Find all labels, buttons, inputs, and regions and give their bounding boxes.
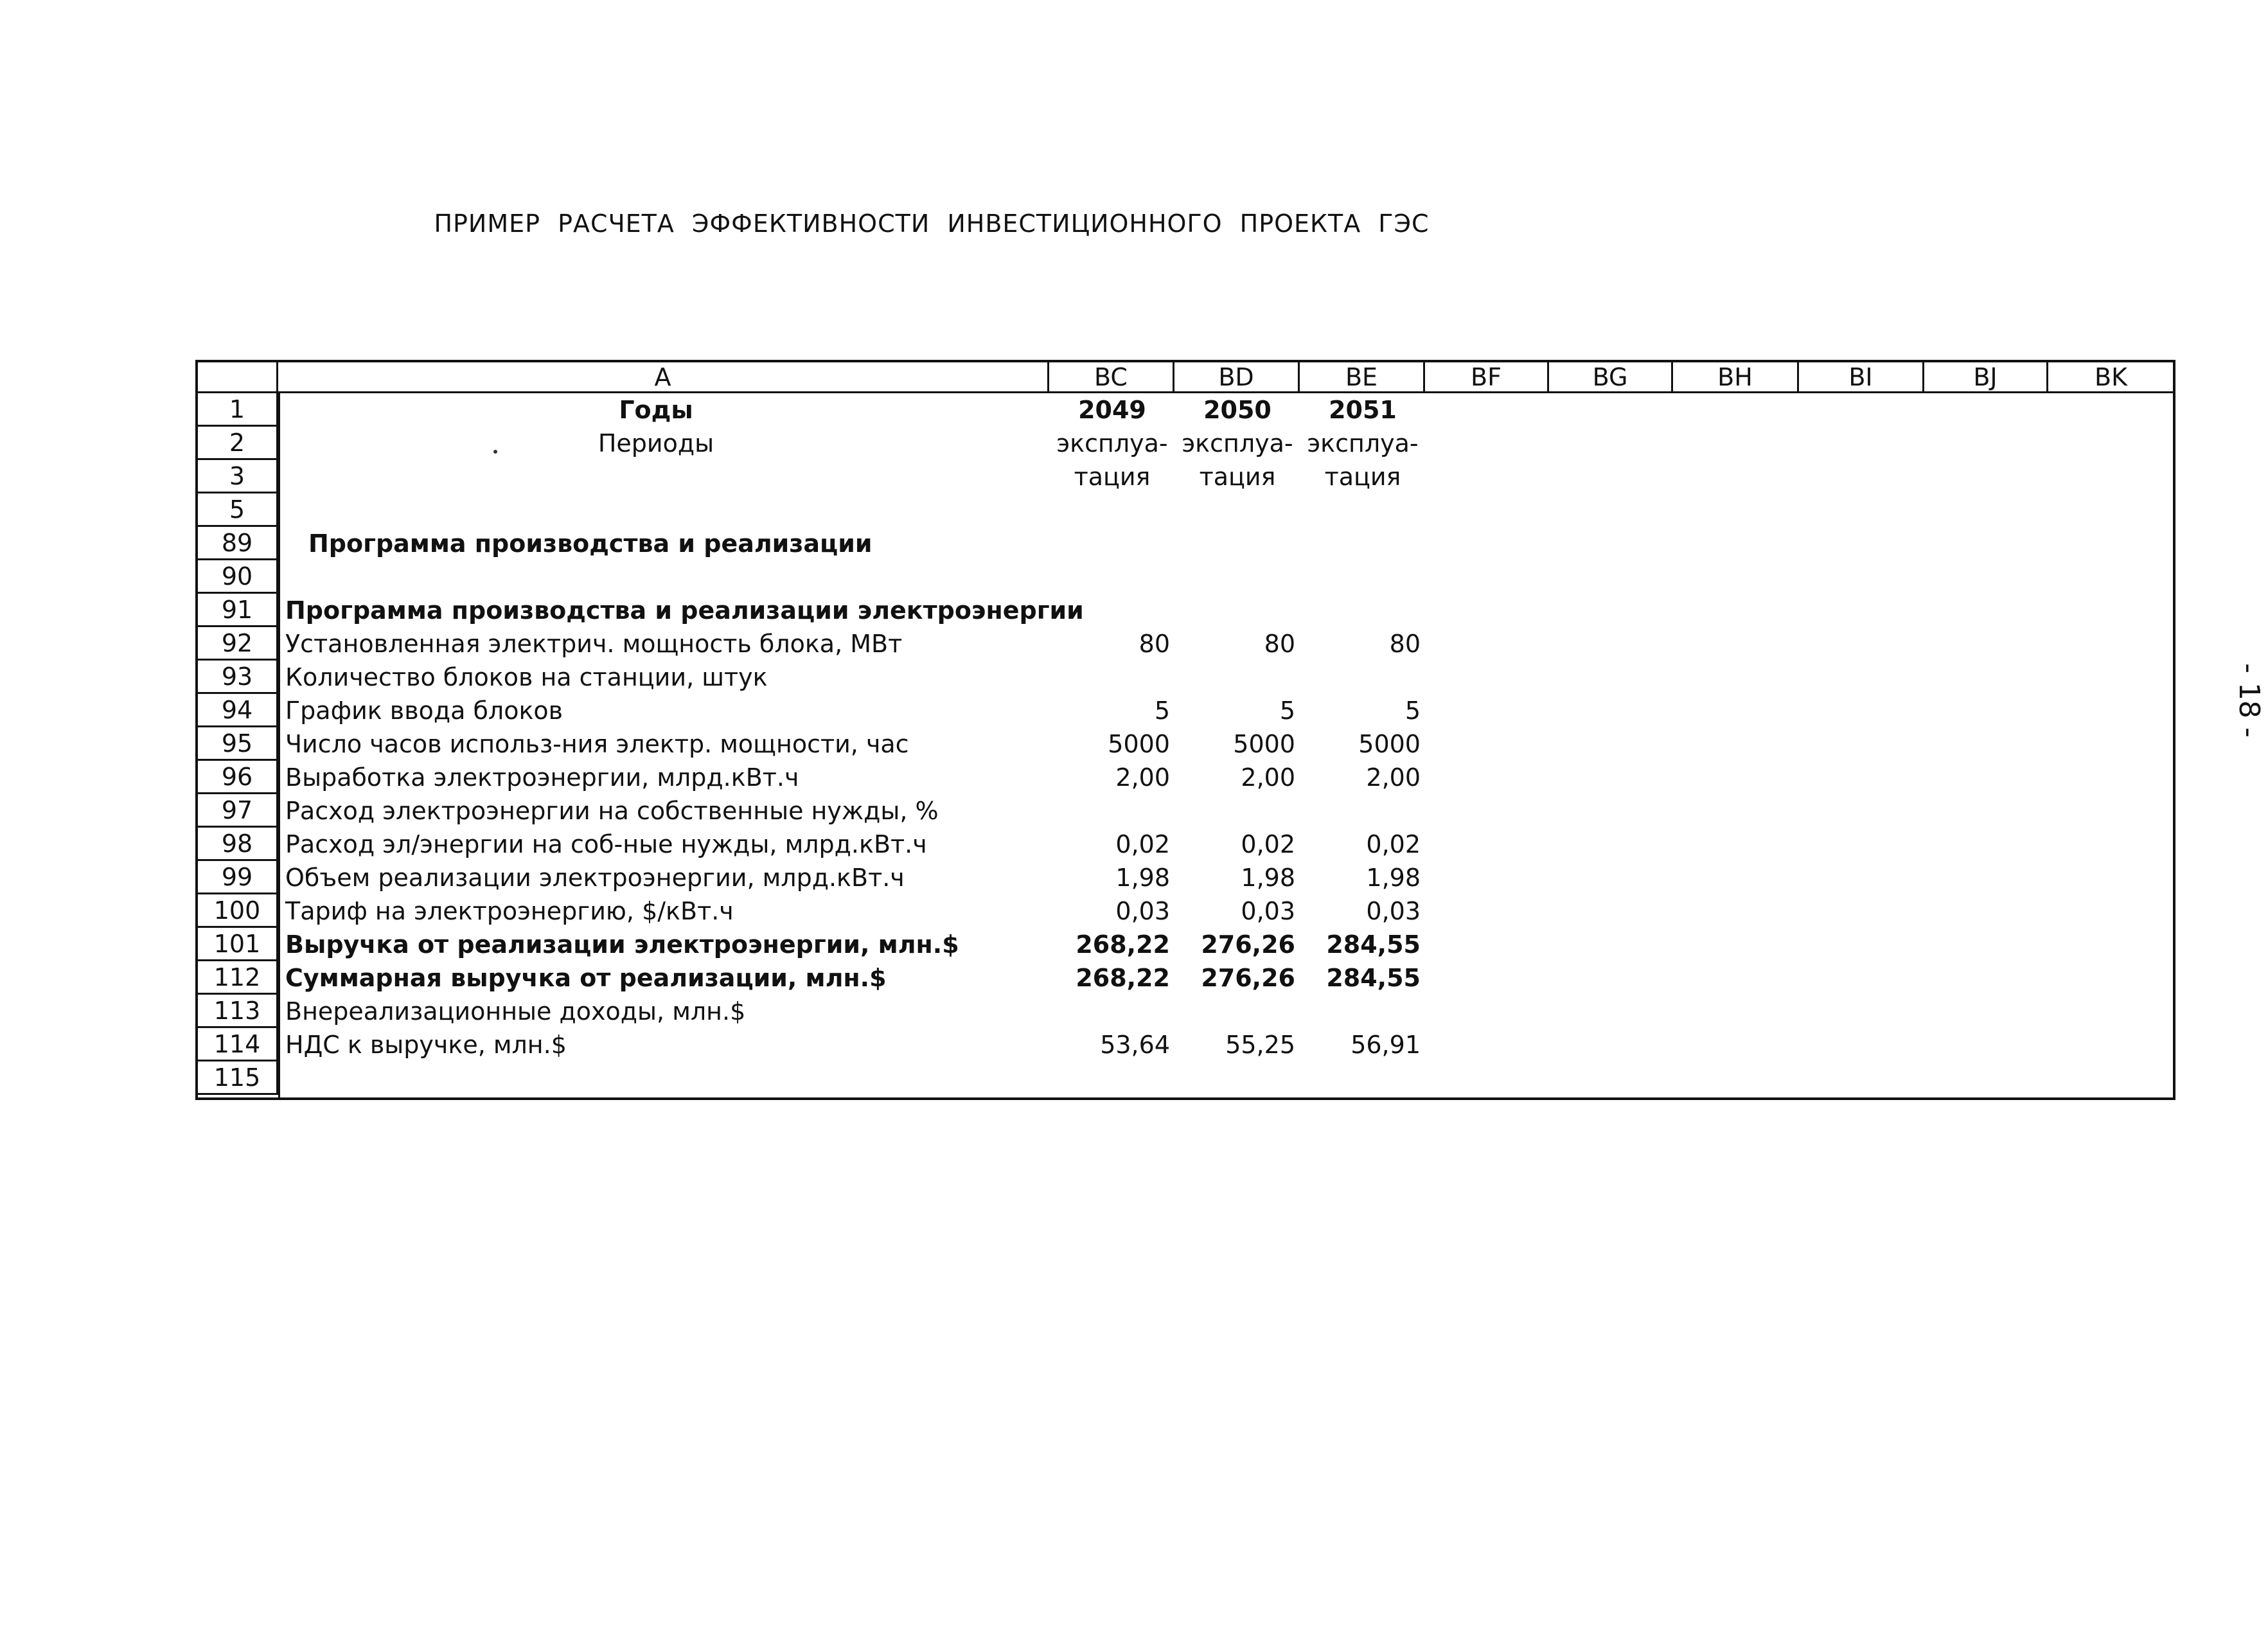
row-number[interactable]: 94 xyxy=(198,694,278,727)
row-number[interactable]: 91 xyxy=(198,594,278,627)
row-label: Расход эл/энергии на соб-ные нужды, млрд.кВт.ч xyxy=(285,830,927,858)
row-label: НДС к выручке, млн.$ xyxy=(285,1031,567,1059)
row-number[interactable]: 2 xyxy=(198,427,278,460)
cell-bd xyxy=(1174,794,1300,828)
cell-be: 80 xyxy=(1389,630,1421,658)
cell-bd xyxy=(1174,493,1300,527)
cell-bc xyxy=(1049,594,1175,627)
cell-bc: 2049 xyxy=(1078,396,1146,424)
cell-bc xyxy=(1049,493,1175,527)
row-number[interactable]: 92 xyxy=(198,627,278,661)
cell-be xyxy=(1300,594,1426,627)
cell-bc xyxy=(1049,661,1175,694)
cell-bd: 276,26 xyxy=(1201,964,1295,992)
column-header-bk[interactable]: BK xyxy=(2048,362,2175,393)
page-number: - 18 - xyxy=(2233,663,2265,738)
column-header-a[interactable]: A xyxy=(278,362,1049,393)
cell-bc: 0,03 xyxy=(1115,897,1170,925)
cell-bc: тация xyxy=(1074,463,1151,491)
row-number[interactable]: 3 xyxy=(198,460,278,493)
cell-bd: 0,03 xyxy=(1241,897,1295,925)
cell-bc: 80 xyxy=(1138,630,1170,658)
row-label: Выработка электроэнергии, млрд.кВт.ч xyxy=(285,763,799,792)
row-label xyxy=(280,560,1032,594)
cell-bc: 268,22 xyxy=(1076,964,1170,992)
row-number[interactable]: 98 xyxy=(198,828,278,861)
cell-be xyxy=(1300,527,1426,560)
cell-bc xyxy=(1049,560,1175,594)
row-label: Установленная электрич. мощность блока, МВт xyxy=(285,630,903,658)
cell-be xyxy=(1300,560,1426,594)
cell-bd: тация xyxy=(1199,463,1276,491)
cell-be xyxy=(1300,794,1426,828)
column-header-bf[interactable]: BF xyxy=(1425,362,1549,393)
row-label: Программа производства и реализации xyxy=(308,529,873,558)
column-header-bg[interactable]: BG xyxy=(1549,362,1673,393)
stray-dot-mark xyxy=(493,450,497,454)
spreadsheet-table xyxy=(195,360,2175,1100)
cell-be xyxy=(1300,995,1426,1028)
cell-be: 2,00 xyxy=(1366,763,1421,792)
row-label: Суммарная выручка от реализации, млн.$ xyxy=(285,964,887,992)
cell-be: 56,91 xyxy=(1351,1031,1421,1059)
row-number[interactable]: 115 xyxy=(198,1061,278,1095)
cell-bd: 0,02 xyxy=(1241,830,1295,858)
column-header-bc[interactable]: BC xyxy=(1049,362,1174,393)
cell-bc: 5000 xyxy=(1108,730,1170,758)
row-number[interactable]: 89 xyxy=(198,527,278,560)
cell-be: 2051 xyxy=(1329,396,1397,424)
row-label: Количество блоков на станции, штук xyxy=(285,663,768,691)
row-label: Число часов использ-ния электр. мощности, час xyxy=(285,730,909,758)
cell-bd: 2,00 xyxy=(1241,763,1295,792)
row-label xyxy=(280,1061,1032,1095)
row-number[interactable]: 113 xyxy=(198,995,278,1028)
cell-bd: 55,25 xyxy=(1225,1031,1295,1059)
cell-bc: 5 xyxy=(1154,697,1170,725)
cell-bd: эксплуа- xyxy=(1182,429,1293,457)
cell-bc: 0,02 xyxy=(1115,830,1170,858)
row-label xyxy=(280,493,1032,527)
cell-be: 0,03 xyxy=(1366,897,1421,925)
row-label xyxy=(280,460,1032,493)
cell-bc: 1,98 xyxy=(1115,864,1170,892)
cell-bc: эксплуа- xyxy=(1056,429,1168,457)
cell-bc xyxy=(1049,527,1175,560)
cell-bd xyxy=(1174,594,1300,627)
column-header-bd[interactable]: BD xyxy=(1174,362,1300,393)
cell-be: 0,02 xyxy=(1366,830,1421,858)
cell-be xyxy=(1300,661,1426,694)
row-label: Тариф на электроэнергию, $/кВт.ч xyxy=(285,897,734,925)
cell-bc xyxy=(1049,1061,1175,1095)
column-header-bh[interactable]: BH xyxy=(1673,362,1799,393)
cell-bc: 53,64 xyxy=(1100,1031,1170,1059)
row-number[interactable]: 1 xyxy=(198,393,278,427)
cell-bd: 5000 xyxy=(1233,730,1295,758)
cell-bc: 2,00 xyxy=(1115,763,1170,792)
row-number[interactable]: 112 xyxy=(198,961,278,995)
row-number[interactable]: 97 xyxy=(198,794,278,828)
cell-be: 1,98 xyxy=(1366,864,1421,892)
corner-cell xyxy=(198,362,278,393)
row-label: Программа производства и реализации электроэнергии xyxy=(285,596,1084,625)
row-label: Годы xyxy=(619,396,693,424)
row-label: Выручка от реализации электроэнергии, млн.$ xyxy=(285,930,959,959)
cell-bd: 5 xyxy=(1279,697,1295,725)
row-label: Объем реализации электроэнергии, млрд.кВт.ч xyxy=(285,864,905,892)
row-number[interactable]: 101 xyxy=(198,928,278,961)
cell-be: 5000 xyxy=(1358,730,1421,758)
cell-be: 5 xyxy=(1404,697,1421,725)
cell-bc xyxy=(1049,794,1175,828)
cell-be: 284,55 xyxy=(1326,930,1421,959)
row-label: Периоды xyxy=(598,429,714,457)
cell-bd: 1,98 xyxy=(1241,864,1295,892)
cell-be: эксплуа- xyxy=(1307,429,1419,457)
cell-be: 284,55 xyxy=(1326,964,1421,992)
cell-bd xyxy=(1174,995,1300,1028)
cell-bd: 276,26 xyxy=(1201,930,1295,959)
row-number[interactable]: 114 xyxy=(198,1028,278,1061)
row-number[interactable]: 5 xyxy=(198,493,278,527)
cell-bd xyxy=(1174,661,1300,694)
column-header-bj[interactable]: BJ xyxy=(1924,362,2048,393)
row-label: Внереализационные доходы, млн.$ xyxy=(285,997,746,1026)
cell-bc: 268,22 xyxy=(1076,930,1170,959)
column-header-bi[interactable]: BI xyxy=(1799,362,1924,393)
column-header-be[interactable]: BE xyxy=(1300,362,1425,393)
cell-bd xyxy=(1174,560,1300,594)
row-number[interactable]: 90 xyxy=(198,560,278,594)
row-number[interactable]: 93 xyxy=(198,661,278,694)
row-number[interactable]: 95 xyxy=(198,727,278,761)
document-title: ПРИМЕР РАСЧЕТА ЭФФЕКТИВНОСТИ ИНВЕСТИЦИОННОГО ПРОЕКТА ГЭС xyxy=(434,209,1430,238)
cell-be: тация xyxy=(1324,463,1401,491)
row-number[interactable]: 96 xyxy=(198,761,278,794)
cell-bd: 80 xyxy=(1264,630,1295,658)
cell-bd: 2050 xyxy=(1203,396,1271,424)
cell-be xyxy=(1300,493,1426,527)
row-number[interactable]: 100 xyxy=(198,894,278,928)
row-label: Расход электроэнергии на собственные нужды, % xyxy=(285,797,939,825)
cell-be xyxy=(1300,1061,1426,1095)
cell-bc xyxy=(1049,995,1175,1028)
cell-bd xyxy=(1174,1061,1300,1095)
row-label: График ввода блоков xyxy=(285,697,563,725)
row-number[interactable]: 99 xyxy=(198,861,278,894)
cell-bd xyxy=(1174,527,1300,560)
